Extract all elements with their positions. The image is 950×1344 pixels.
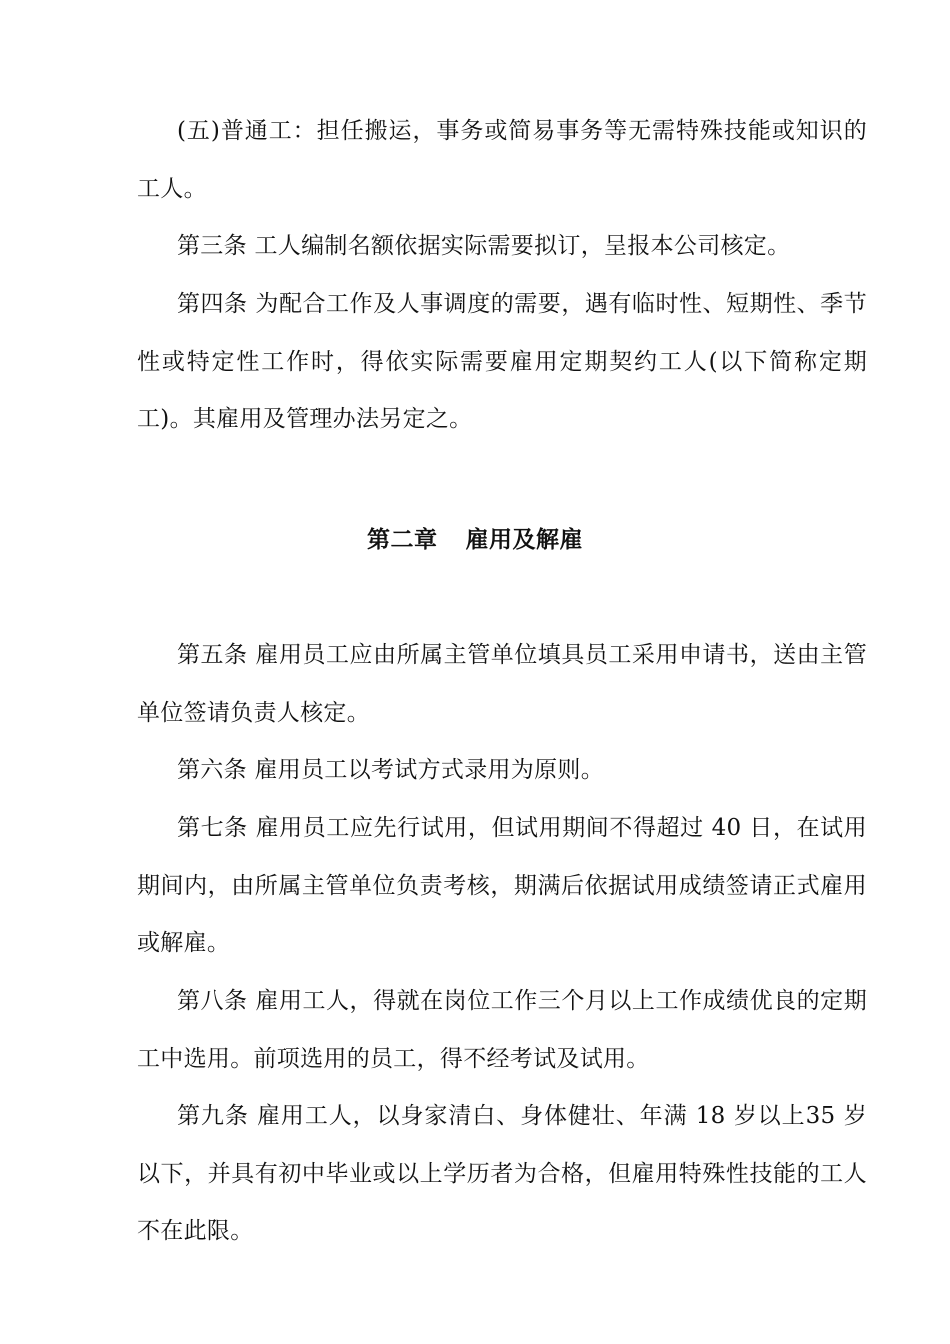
paragraph-general-worker: (五)普通工：担任搬运，事务或简易事务等无需特殊技能或知识的工人。	[137, 118, 867, 202]
paragraph-article-9: 第九条 雇用工人，以身家清白、身体健壮、年满 18 岁以上35 岁以下，并具有初中毕业或以上学历者为合格，但雇用特殊性技能的工人不在此限。	[137, 1103, 867, 1244]
paragraph-article-8: 第八条 雇用工人，得就在岗位工作三个月以上工作成绩优良的定期工中选用。前项选用的员工，得不经考试及试用。	[137, 988, 867, 1072]
chapter-title: 雇用及解雇	[465, 527, 583, 553]
chapter-heading	[0, 520, 950, 560]
paragraph-article-6: 第六条 雇用员工以考试方式录用为原则。	[177, 757, 605, 783]
paragraph-article-3: 第三条 工人编制名额依据实际需要拟订，呈报本公司核定。	[177, 233, 791, 259]
paragraph-article-4: 第四条 为配合工作及人事调度的需要，遇有临时性、短期性、季节性或特定性工作时，得依实际需要雇用定期契约工人(以下简称定期工)。其雇用及管理办法另定之。	[137, 291, 867, 432]
chapter-number: 第二章	[367, 527, 438, 553]
paragraph-article-5: 第五条 雇用员工应由所属主管单位填具员工采用申请书，送由主管单位签请负责人核定。	[137, 642, 867, 726]
paragraph-article-7: 第七条 雇用员工应先行试用，但试用期间不得超过 40 日，在试用期间内，由所属主管单位负责考核，期满后依据试用成绩签请正式雇用或解雇。	[137, 815, 867, 956]
